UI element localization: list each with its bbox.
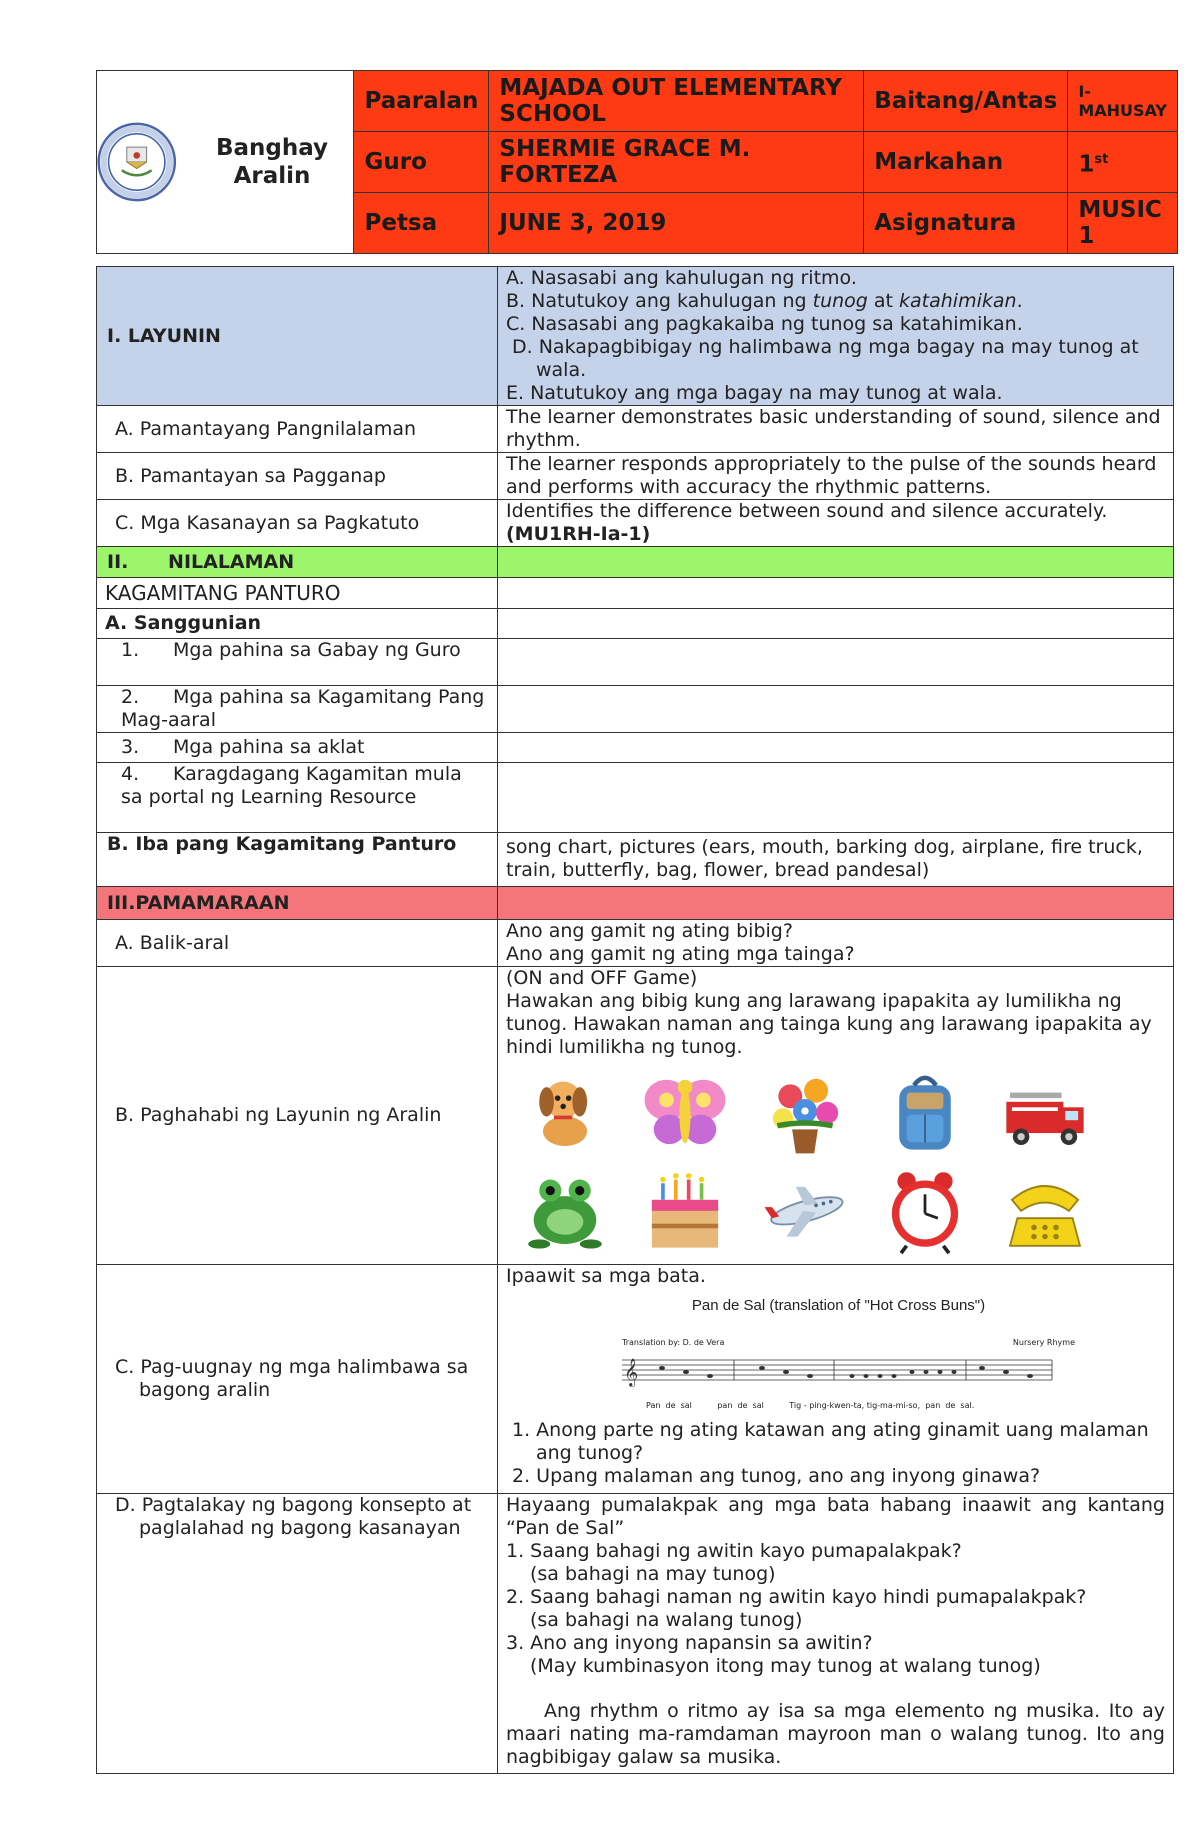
paghahabi-row bbox=[97, 967, 1174, 1265]
iba-pang-label: B. Iba pang Kagamitang Panturo bbox=[97, 833, 498, 887]
pagtalakay-closing: Ang rhythm o ritmo ay isa sa mga elemento ng musika. Ito ay maari nating ma-ramdaman mayroon man o walang tunog. Ito ang nagbibigay galaw sa musika. bbox=[506, 1700, 1165, 1768]
objective-e: E. Natutukoy ang mga bagay na may tunog at wala. bbox=[506, 382, 1003, 404]
rhyme-credit: Nursery Rhyme bbox=[1012, 1338, 1075, 1347]
standard-label: A. Pamantayang Pangnilalaman bbox=[97, 406, 498, 453]
layunin-title: I. LAYUNIN bbox=[97, 267, 498, 406]
subject-label: Asignatura bbox=[864, 193, 1068, 254]
standard-row bbox=[97, 500, 1174, 547]
game-instructions: Hawakan ang bibig kung ang larawang ipapakita ay lumilikha ng tunog. Hawakan naman ang tainga kung ang larawang ipapakita ay hindi lumilikha ng tunog. bbox=[506, 990, 1152, 1058]
balik-aral-label: A. Balik-aral bbox=[97, 920, 498, 967]
standard-text: The learner demonstrates basic understanding of sound, silence and rhythm. bbox=[498, 406, 1174, 453]
objective-d: D. Nakapagbibigay ng halimbawa ng mga bagay na may tunog at wala. bbox=[512, 336, 1139, 381]
pag-uugnay-label: C. Pag-uugnay ng mga halimbawa sa bagong aralin bbox=[115, 1356, 469, 1401]
balik-aral-row bbox=[97, 920, 1174, 967]
frog-picture bbox=[516, 1163, 614, 1255]
backpack-picture bbox=[876, 1065, 974, 1157]
game-title: (ON and OFF Game) bbox=[506, 967, 698, 989]
grade-value: I-MAHUSAY bbox=[1068, 71, 1178, 132]
kagamitan-label: KAGAMITANG PANTURO bbox=[97, 578, 498, 609]
standard-label: C. Mga Kasanayan sa Pagkatuto bbox=[97, 500, 498, 547]
competency-code: (MU1RH-Ia-1) bbox=[506, 523, 651, 545]
pagtalakay-answer: (sa bahagi na may tunog) bbox=[530, 1563, 776, 1585]
reference-text: Mga pahina sa Kagamitang Pang Mag-aaral bbox=[121, 686, 485, 731]
objective-a: A. Nasasabi ang kahulugan ng ritmo. bbox=[506, 267, 857, 289]
telephone-picture bbox=[996, 1163, 1094, 1255]
subject-value: MUSIC 1 bbox=[1068, 193, 1178, 254]
reference-text: Karagdagang Kagamitan mula sa portal ng Learning Resource bbox=[121, 763, 462, 808]
flower-picture bbox=[756, 1065, 854, 1157]
song-score bbox=[512, 1294, 1165, 1417]
objective-b: B. Natutukoy ang kahulugan ng tunog at katahimikan. bbox=[506, 290, 1023, 312]
airplane-picture bbox=[756, 1163, 854, 1255]
iba-pang-row bbox=[97, 833, 1174, 887]
standard-text: The learner responds appropriately to the pulse of the sounds heard and performs with accuracy the rhythmic patterns. bbox=[498, 453, 1174, 500]
header-table bbox=[96, 70, 1178, 254]
butterfly-picture bbox=[636, 1065, 734, 1157]
reference-text: Mga pahina sa Gabay ng Guro bbox=[173, 639, 461, 661]
pagtalakay-answer: (May kumbinasyon itong may tunog at walang tunog) bbox=[530, 1655, 1041, 1677]
school-label: Paaralan bbox=[354, 71, 489, 132]
layunin-row bbox=[97, 267, 1174, 406]
document-title: Banghay Aralin bbox=[215, 135, 329, 189]
music-staff bbox=[622, 1354, 1082, 1388]
standard-label: B. Pamantayan sa Pagganap bbox=[97, 453, 498, 500]
reference-row: 2. Mga pahina sa Kagamitang Pang Mag-aaral bbox=[97, 686, 1174, 733]
grade-label: Baitang/Antas bbox=[864, 71, 1068, 132]
school-value: MAJADA OUT ELEMENTARY SCHOOL bbox=[489, 71, 864, 132]
reference-row: 3. Mga pahina sa aklat bbox=[97, 733, 1174, 763]
nilalaman-row bbox=[97, 547, 1174, 578]
sanggunian-label: A. Sanggunian bbox=[97, 609, 498, 639]
objective-c: C. Nasasabi ang pagkakaiba ng tunog sa katahimikan. bbox=[506, 313, 1023, 335]
song-title: Pan de Sal (translation of "Hot Cross Buns") bbox=[691, 1297, 986, 1314]
pagtalakay-answer: (sa bahagi na walang tunog) bbox=[530, 1609, 803, 1631]
pagtalakay-question: 1. Saang bahagi ng awitin kayo pumapalakpak? bbox=[506, 1540, 962, 1562]
balik-aral-question: Ano ang gamit ng ating bibig? bbox=[506, 920, 793, 942]
fire-truck-picture bbox=[996, 1065, 1094, 1157]
pagtalakay-question: 3. Ano ang inyong napansin sa awitin? bbox=[506, 1632, 873, 1654]
pagtalakay-question: 2. Saang bahagi naman ng awitin kayo hindi pumapalakpak? bbox=[506, 1586, 1087, 1608]
translation-credit: Translation by: D. de Vera bbox=[622, 1338, 725, 1347]
lesson-plan-table bbox=[96, 266, 1174, 1774]
logo-cell bbox=[97, 71, 354, 254]
standard-text: Identifies the difference between sound and silence accurately. (MU1RH-Ia-1) bbox=[498, 500, 1174, 547]
song-lyrics: Pan de sal pan de sal Tig - ping-kwen-ta, tig-ma-mi-so, pan de sal. bbox=[646, 1401, 975, 1410]
standard-row bbox=[97, 406, 1174, 453]
teacher-label: Guro bbox=[354, 132, 489, 193]
alarm-clock-picture bbox=[876, 1163, 974, 1255]
dog-picture bbox=[516, 1065, 614, 1157]
paghahabi-label: B. Paghahabi ng Layunin ng Aralin bbox=[97, 967, 498, 1265]
date-label: Petsa bbox=[354, 193, 489, 254]
date-value: JUNE 3, 2019 bbox=[489, 193, 864, 254]
reference-text: Mga pahina sa aklat bbox=[173, 736, 365, 758]
reference-row: 4. Karagdagang Kagamitan mula sa portal ng Learning Resource bbox=[97, 763, 1174, 833]
reference-row: 1. Mga pahina sa Gabay ng Guro bbox=[97, 639, 1174, 686]
standard-row bbox=[97, 453, 1174, 500]
balik-aral-question: Ano ang gamit ng ating mga tainga? bbox=[506, 943, 855, 965]
nilalaman-title: II. NILALAMAN bbox=[97, 547, 498, 578]
school-seal-logo bbox=[97, 114, 176, 210]
cake-picture bbox=[636, 1163, 734, 1255]
pag-uugnay-question: 1. Anong parte ng ating katawan ang ating ginamit uang malaman ang tunog? bbox=[512, 1419, 1149, 1464]
svg-text:𝄞: 𝄞 bbox=[624, 1358, 639, 1386]
pamamaraan-title: III.PAMAMARAAN bbox=[97, 887, 498, 920]
quarter-value: 1st bbox=[1068, 132, 1178, 193]
pagtalakay-label: D. Pagtalakay ng bagong konsepto at paglalahad ng bagong kasanayan bbox=[115, 1494, 472, 1539]
iba-pang-text: song chart, pictures (ears, mouth, barking dog, airplane, fire truck, train, butterfly, bag, flower, bread pandesal) bbox=[498, 833, 1174, 887]
pag-uugnay-intro: Ipaawit sa mga bata. bbox=[506, 1265, 706, 1287]
pagtalakay-intro: Hayaang pumalakpak ang mga bata habang inaawit ang kantang “Pan de Sal” bbox=[506, 1494, 1165, 1539]
pamamaraan-row bbox=[97, 887, 1174, 920]
pagtalakay-row bbox=[97, 1494, 1174, 1774]
layunin-items bbox=[498, 267, 1174, 406]
teacher-value: SHERMIE GRACE M. FORTEZA bbox=[489, 132, 864, 193]
picture-grid bbox=[506, 1059, 1165, 1259]
pag-uugnay-question: 2. Upang malaman ang tunog, ano ang inyong ginawa? bbox=[512, 1465, 1041, 1487]
quarter-label: Markahan bbox=[864, 132, 1068, 193]
pag-uugnay-row bbox=[97, 1265, 1174, 1494]
